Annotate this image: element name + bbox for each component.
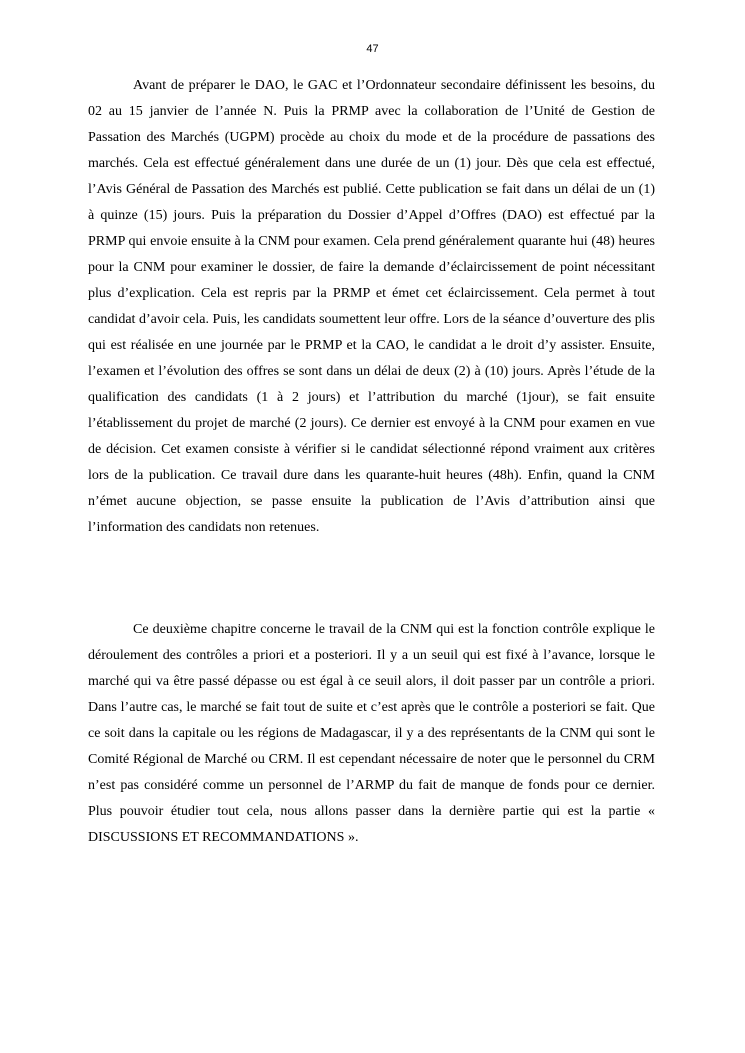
body-paragraph-1: Avant de préparer le DAO, le GAC et l’Ordonnateur secondaire définissent les besoins, du 02 au 15 janvier de l’année N. Puis la PRMP avec la collaboration de l’Unité de Gestion de Passation des Marchés (UGPM) procède au choix du mode et de la procédure de passations des marchés. Cela est effectué généralement dans une durée de un (1) jour. Dès que cela est effectué, l’Avis Général de Passation des Marchés est publié. Cette publication se fait dans un délai de un (1) à quinze (15) jours. Puis la préparation du Dossier d’Appel d’Offres (DAO) est effectué par la PRMP qui envoie ensuite à la CNM pour examen. Cela prend généralement quarante hui (48) heures pour la CNM pour examiner le dossier, de faire la demande d’éclaircissement de point nécessitant plus d’explication. Cela est repris par la PRMP et émet cet éclaircissement. Cela permet à tout candidat d’avoir cela. Puis, les candidats soumettent leur offre. Lors de la séance d’ouverture des plis qui est réalisée en une journée par le PRMP et la CAO, le candidat a le droit d’y assister. Ensuite, l’examen et l’évolution des offres se sont dans un délai de deux (2) à (10) jours. Après l’étude de la qualification des candidats (1 à 2 jours) et l’attribution du marché (1jour), se fait ensuite l’établissement du projet de marché (2 jours). Ce dernier est envoyé à la CNM pour examen en vue de décision. Cet examen consiste à vérifier si le candidat sélectionné répond vraiment aux critères lors de la publication. Ce travail dure dans les quarante-huit heures (48h). Enfin, quand la CNM n’émet aucune objection, se passe ensuite la publication de l’Avis d’attribution ainsi que l’information des candidats non retenues. <box>88 78 655 535</box>
page-number: 47 <box>366 43 379 55</box>
body-paragraph-2: Ce deuxième chapitre concerne le travail de la CNM qui est la fonction contrôle explique le déroulement des contrôles a priori et a posteriori. Il y a un seuil qui est fixé à l’avance, lorsque le marché qui va être passé dépasse ou est égal à ce seuil alors, il doit passer par un contrôle a priori. Dans l’autre cas, le marché se fait tout de suite et c’est après que le contrôle a posteriori se fait. Que ce soit dans la capitale ou les régions de Madagascar, il y a des représentants de la CNM qui sont le Comité Régional de Marché ou CRM. Il est cependant nécessaire de noter que le personnel du CRM n’est pas considéré comme un personnel de l’ARMP du fait de manque de fonds pour ce dernier. Plus pouvoir étudier tout cela, nous allons passer dans la dernière partie qui est la partie « DISCUSSIONS ET RECOMMANDATIONS ». <box>88 622 655 845</box>
